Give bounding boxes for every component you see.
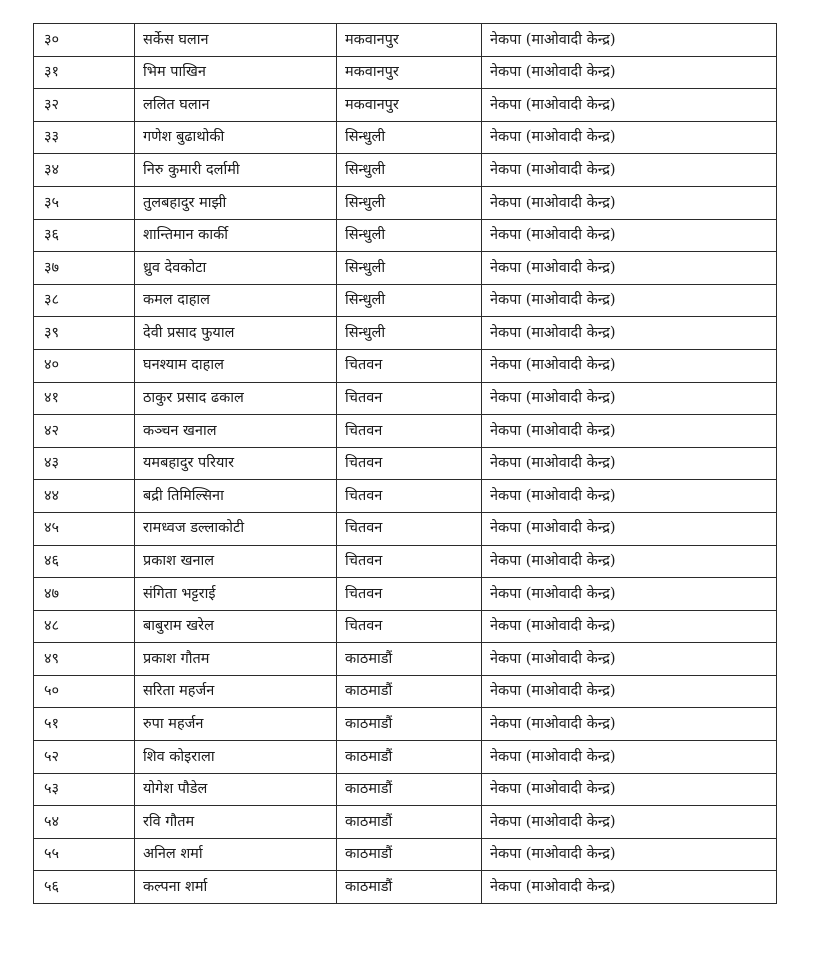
party-cell: नेकपा (माओवादी केन्द्र) (482, 773, 777, 806)
serial-number-cell: ३३ (34, 121, 135, 154)
party-cell: नेकपा (माओवादी केन्द्र) (482, 610, 777, 643)
party-cell: नेकपा (माओवादी केन्द्र) (482, 871, 777, 904)
serial-number-cell: ४५ (34, 512, 135, 545)
party-cell: नेकपा (माओवादी केन्द्र) (482, 741, 777, 774)
serial-number-cell: ३१ (34, 56, 135, 89)
party-cell: नेकपा (माओवादी केन्द्र) (482, 121, 777, 154)
serial-number-cell: ३२ (34, 89, 135, 122)
table-row (34, 284, 777, 317)
district-cell: सिन्धुली (337, 317, 482, 350)
party-cell: नेकपा (माओवादी केन्द्र) (482, 252, 777, 285)
serial-number-cell: ५६ (34, 871, 135, 904)
district-cell: काठमाडौं (337, 773, 482, 806)
table-row (34, 871, 777, 904)
candidate-name-cell: कञ्चन खनाल (135, 415, 337, 448)
district-cell: चितवन (337, 610, 482, 643)
serial-number-cell: ३६ (34, 219, 135, 252)
party-cell: नेकपा (माओवादी केन्द्र) (482, 317, 777, 350)
candidate-name-cell: ललित घलान (135, 89, 337, 122)
table-row (34, 512, 777, 545)
party-cell: नेकपा (माओवादी केन्द्र) (482, 512, 777, 545)
serial-number-cell: ४९ (34, 643, 135, 676)
party-cell: नेकपा (माओवादी केन्द्र) (482, 24, 777, 57)
party-cell: नेकपा (माओवादी केन्द्र) (482, 154, 777, 187)
serial-number-cell: ५० (34, 675, 135, 708)
party-cell: नेकपा (माओवादी केन्द्र) (482, 708, 777, 741)
table-row (34, 806, 777, 839)
serial-number-cell: ४४ (34, 480, 135, 513)
serial-number-cell: ४३ (34, 447, 135, 480)
district-cell: सिन्धुली (337, 284, 482, 317)
party-cell: नेकपा (माओवादी केन्द्र) (482, 578, 777, 611)
serial-number-cell: ५३ (34, 773, 135, 806)
district-cell: चितवन (337, 415, 482, 448)
district-cell: काठमाडौं (337, 838, 482, 871)
candidate-name-cell: प्रकाश गौतम (135, 643, 337, 676)
party-cell: नेकपा (माओवादी केन्द्र) (482, 806, 777, 839)
party-cell: नेकपा (माओवादी केन्द्र) (482, 382, 777, 415)
candidate-name-cell: कमल दाहाल (135, 284, 337, 317)
party-cell: नेकपा (माओवादी केन्द्र) (482, 89, 777, 122)
party-cell: नेकपा (माओवादी केन्द्र) (482, 447, 777, 480)
party-cell: नेकपा (माओवादी केन्द्र) (482, 56, 777, 89)
district-cell: सिन्धुली (337, 252, 482, 285)
serial-number-cell: ५४ (34, 806, 135, 839)
candidate-name-cell: ध्रुव देवकोटा (135, 252, 337, 285)
party-cell: नेकपा (माओवादी केन्द्र) (482, 415, 777, 448)
district-cell: सिन्धुली (337, 121, 482, 154)
serial-number-cell: ३९ (34, 317, 135, 350)
party-cell: नेकपा (माओवादी केन्द्र) (482, 284, 777, 317)
table-row (34, 382, 777, 415)
candidate-name-cell: भिम पाखिन (135, 56, 337, 89)
serial-number-cell: ४८ (34, 610, 135, 643)
table-row (34, 675, 777, 708)
candidate-name-cell: यमबहादुर परियार (135, 447, 337, 480)
candidate-name-cell: कल्पना शर्मा (135, 871, 337, 904)
table-row (34, 708, 777, 741)
district-cell: सिन्धुली (337, 186, 482, 219)
district-cell: चितवन (337, 382, 482, 415)
candidate-name-cell: घनश्याम दाहाल (135, 349, 337, 382)
serial-number-cell: ३० (34, 24, 135, 57)
party-cell: नेकपा (माओवादी केन्द्र) (482, 186, 777, 219)
serial-number-cell: ४६ (34, 545, 135, 578)
candidate-name-cell: योगेश पौडेल (135, 773, 337, 806)
table-row (34, 56, 777, 89)
district-cell: मकवानपुर (337, 24, 482, 57)
district-cell: सिन्धुली (337, 219, 482, 252)
table-row (34, 121, 777, 154)
table-row (34, 24, 777, 57)
table-row (34, 773, 777, 806)
serial-number-cell: ३४ (34, 154, 135, 187)
table-row (34, 415, 777, 448)
candidate-name-cell: अनिल शर्मा (135, 838, 337, 871)
serial-number-cell: ५२ (34, 741, 135, 774)
candidate-name-cell: ठाकुर प्रसाद ढकाल (135, 382, 337, 415)
table-row (34, 643, 777, 676)
candidate-name-cell: शिव कोइराला (135, 741, 337, 774)
table-row (34, 349, 777, 382)
serial-number-cell: ५५ (34, 838, 135, 871)
table-row (34, 186, 777, 219)
table-row (34, 838, 777, 871)
candidate-name-cell: सर्केस घलान (135, 24, 337, 57)
candidate-name-cell: रुपा महर्जन (135, 708, 337, 741)
district-cell: काठमाडौं (337, 643, 482, 676)
district-cell: चितवन (337, 545, 482, 578)
serial-number-cell: ४७ (34, 578, 135, 611)
table-row (34, 219, 777, 252)
table-row (34, 741, 777, 774)
candidate-name-cell: बाबुराम खरेल (135, 610, 337, 643)
party-cell: नेकपा (माओवादी केन्द्र) (482, 480, 777, 513)
serial-number-cell: ३८ (34, 284, 135, 317)
candidate-name-cell: शान्तिमान कार्की (135, 219, 337, 252)
candidate-name-cell: देवी प्रसाद फुयाल (135, 317, 337, 350)
party-cell: नेकपा (माओवादी केन्द्र) (482, 675, 777, 708)
candidate-name-cell: तुलबहादुर माझी (135, 186, 337, 219)
table-row (34, 447, 777, 480)
candidate-name-cell: गणेश बुढाथोकी (135, 121, 337, 154)
table-row (34, 480, 777, 513)
district-cell: चितवन (337, 578, 482, 611)
table-row (34, 154, 777, 187)
district-cell: चितवन (337, 349, 482, 382)
candidate-name-cell: बद्री तिमिल्सिना (135, 480, 337, 513)
candidate-name-cell: रवि गौतम (135, 806, 337, 839)
table-row (34, 610, 777, 643)
table-row (34, 545, 777, 578)
candidate-name-cell: प्रकाश खनाल (135, 545, 337, 578)
party-cell: नेकपा (माओवादी केन्द्र) (482, 545, 777, 578)
party-cell: नेकपा (माओवादी केन्द्र) (482, 838, 777, 871)
table-row (34, 252, 777, 285)
district-cell: सिन्धुली (337, 154, 482, 187)
district-cell: काठमाडौं (337, 741, 482, 774)
table-row (34, 578, 777, 611)
table-row (34, 89, 777, 122)
district-cell: काठमाडौं (337, 708, 482, 741)
district-cell: मकवानपुर (337, 89, 482, 122)
party-cell: नेकपा (माओवादी केन्द्र) (482, 349, 777, 382)
district-cell: काठमाडौं (337, 806, 482, 839)
serial-number-cell: ४० (34, 349, 135, 382)
table-row (34, 317, 777, 350)
candidate-table-body (34, 24, 777, 904)
district-cell: काठमाडौं (337, 871, 482, 904)
candidate-table (33, 23, 777, 904)
serial-number-cell: ४२ (34, 415, 135, 448)
candidate-name-cell: सरिता महर्जन (135, 675, 337, 708)
candidate-name-cell: निरु कुमारी दर्लामी (135, 154, 337, 187)
district-cell: मकवानपुर (337, 56, 482, 89)
district-cell: चितवन (337, 447, 482, 480)
serial-number-cell: ३५ (34, 186, 135, 219)
candidate-name-cell: रामध्वज डल्लाकोटी (135, 512, 337, 545)
district-cell: चितवन (337, 512, 482, 545)
party-cell: नेकपा (माओवादी केन्द्र) (482, 219, 777, 252)
district-cell: चितवन (337, 480, 482, 513)
candidate-name-cell: संगिता भट्टराई (135, 578, 337, 611)
serial-number-cell: ५१ (34, 708, 135, 741)
serial-number-cell: ३७ (34, 252, 135, 285)
party-cell: नेकपा (माओवादी केन्द्र) (482, 643, 777, 676)
serial-number-cell: ४१ (34, 382, 135, 415)
district-cell: काठमाडौं (337, 675, 482, 708)
